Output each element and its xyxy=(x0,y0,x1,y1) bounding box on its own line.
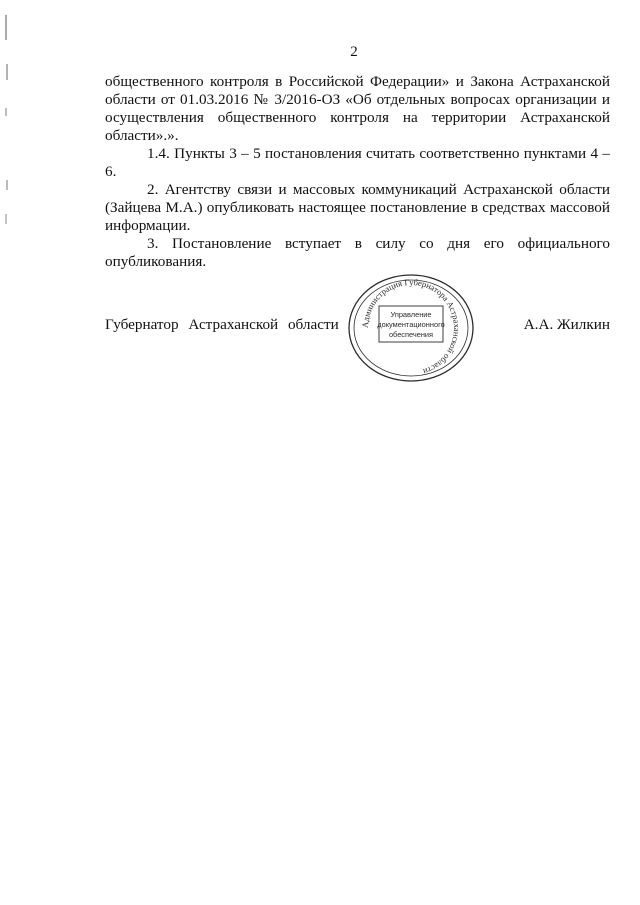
seal-center-line-3: обеспечения xyxy=(388,330,434,339)
signatory-name: А.А. Жилкин xyxy=(523,316,610,333)
scan-margin-marks xyxy=(3,0,13,905)
seal-center-line-2: документационного xyxy=(377,320,445,329)
seal-center-line-1: Управление xyxy=(390,310,432,319)
paragraph-item-3: 3. Постановление вступает в силу со дня его официального опубликования. xyxy=(105,235,610,270)
seal-outer-text: Администрация Губернатора Астраханской области xyxy=(359,276,463,378)
paragraph-item-2: 2. Агентству связи и массовых коммуникаций Астраханской области (Зайцева М.А.) опубликовать настоящее постановление в средствах массовой информации. xyxy=(105,181,610,234)
document-body xyxy=(105,73,610,271)
paragraph-continuation: общественного контроля в Российской Федерации» и Закона Астраханской области от 01.03.2016 № 3/2016-ОЗ «Об отдельных вопросах организации и осуществления общественного контроля на территории Астраханской области».». xyxy=(105,73,610,144)
paragraph-item-1-4: 1.4. Пункты 3 – 5 постановления считать соответственно пунктами 4 – 6. xyxy=(105,145,610,180)
official-seal-stamp xyxy=(343,272,479,384)
signatory-title: Губернатор Астраханской области xyxy=(105,316,339,333)
page-number: 2 xyxy=(350,44,358,60)
